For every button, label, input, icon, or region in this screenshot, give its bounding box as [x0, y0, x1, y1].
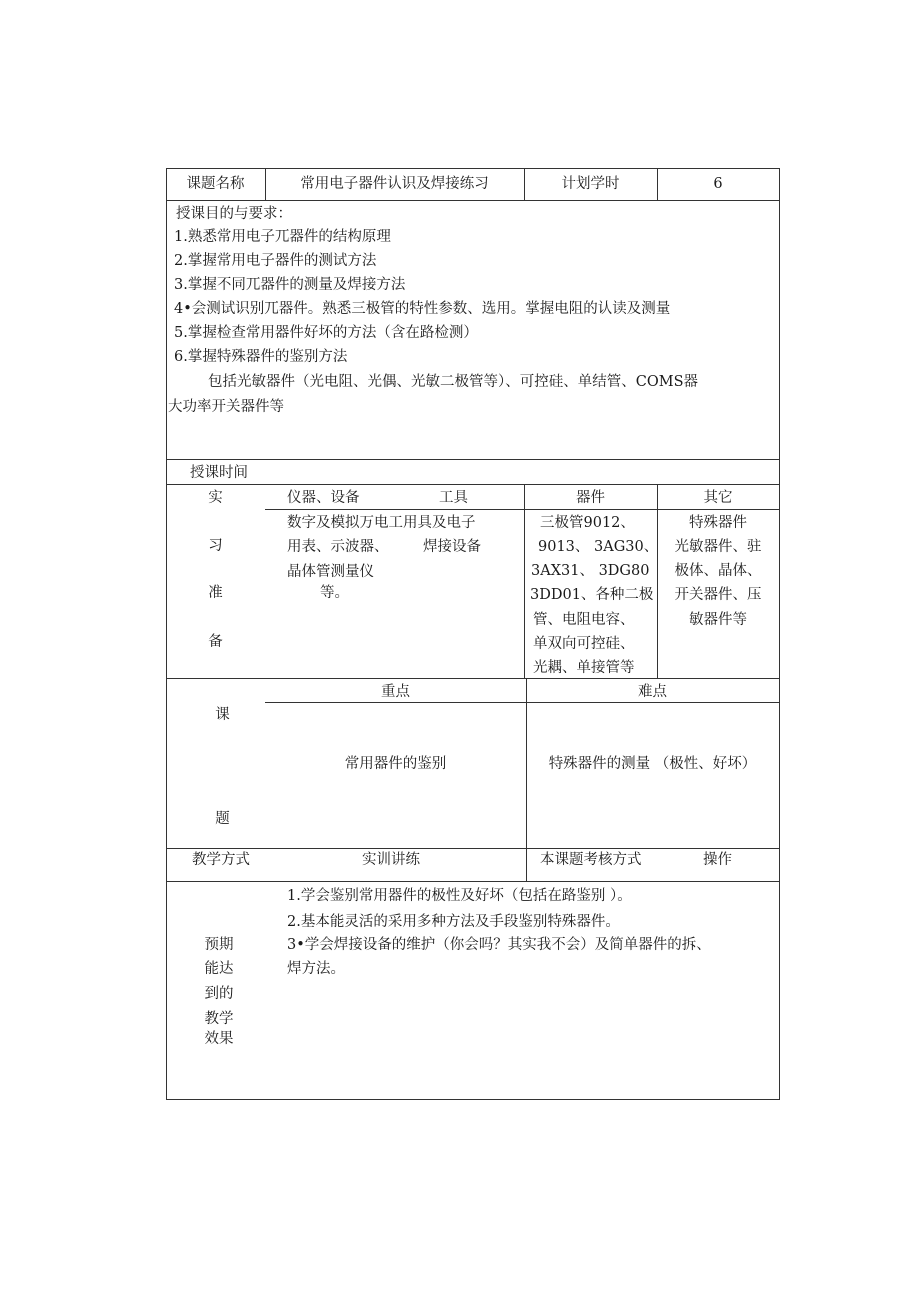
row-divider-prep	[166, 678, 780, 679]
other-line: 极体、晶体、	[674, 563, 762, 579]
planned-hours-label: 计划学时	[561, 176, 620, 192]
components-line: 3AX31、 3DG80	[531, 563, 650, 579]
col-header-tools: 工具	[439, 490, 468, 506]
instruments-line: 用表、示波器、	[287, 539, 389, 555]
row-divider-header	[166, 200, 780, 201]
row-divider-objectives	[166, 459, 780, 460]
row-divider-time	[166, 484, 780, 485]
tools-text: 焊接设备	[423, 539, 481, 555]
instruments-line: 晶体管测量仪	[287, 564, 374, 580]
key-point-text: 常用器件的鉴别	[344, 756, 447, 772]
table-border-bottom	[166, 1099, 780, 1100]
difficulty-label: 难点	[638, 684, 667, 700]
prep-side-char: 备	[208, 634, 223, 650]
instruments-line: 等。	[320, 585, 349, 601]
objective-item: 3.掌握不同兀器件的测量及焊接方法	[174, 277, 406, 293]
prep-side-char: 准	[208, 585, 223, 601]
outcomes-side-line: 到的	[204, 986, 234, 1002]
prep-side-char: 习	[208, 538, 223, 554]
objectives-heading: 授课目的与要求：	[176, 206, 292, 222]
row-divider-topic	[166, 848, 780, 849]
instruments-line: 数字及模拟万电工用具及电子	[287, 515, 476, 531]
row-divider-method	[166, 881, 780, 882]
method-label: 教学方式	[192, 852, 250, 868]
outcomes-side-line: 预期	[204, 937, 234, 953]
difficulty-text: 特殊器件的测量 （极性、好坏）	[548, 756, 757, 772]
outcome-item: 焊方法。	[287, 961, 345, 977]
assessment-label: 本课题考核方式	[540, 852, 642, 868]
course-name-label: 课题名称	[186, 176, 245, 192]
components-line: 3DD01、各种二极	[530, 587, 654, 603]
table-border-top	[166, 168, 780, 169]
table-border-right	[779, 168, 780, 1100]
objective-item: 6.掌握特殊器件的鉴别方法	[174, 349, 348, 365]
prep-side-char: 实	[208, 490, 223, 506]
outcome-item: 3•学会焊接设备的维护（你会吗？其实我不会）及简单器件的拆、	[287, 937, 711, 953]
key-point-label: 重点	[381, 684, 410, 700]
col-header-components: 器件	[576, 490, 605, 506]
objectives-note-line-2: 大功率开关器件等	[168, 399, 284, 415]
col-header-other: 其它	[703, 490, 733, 506]
assessment-value: 操作	[703, 852, 732, 868]
objective-item: 4•会测试识别兀器件。熟悉三极管的特性参数、选用。掌握电阻的认读及测量	[174, 301, 671, 317]
objective-item: 1.熟悉常用电子兀器件的结构原理	[174, 229, 391, 245]
components-line: 单双向可控硅、	[533, 636, 635, 652]
col-header-instruments: 仪器、设备	[287, 490, 360, 506]
components-line: 9013、 3AG30、	[538, 539, 659, 555]
components-line: 光耦、单接管等	[533, 660, 635, 676]
planned-hours-value: 6	[713, 176, 723, 192]
col-divider-topic	[526, 678, 527, 881]
objective-item: 5.掌握检查常用器件好坏的方法（含在路检测）	[174, 325, 478, 341]
outcomes-side-line: 效果	[204, 1031, 234, 1047]
objective-item: 2.掌握常用电子器件的测试方法	[174, 253, 377, 269]
topic-side-char: 题	[215, 811, 230, 827]
components-line: 三极管9012、	[540, 515, 635, 531]
other-line: 特殊器件	[689, 515, 747, 531]
course-name-value: 常用电子器件认识及焊接练习	[300, 176, 489, 192]
other-line: 敏器件等	[689, 612, 747, 628]
other-line: 光敏器件、驻	[674, 539, 762, 555]
outcome-item: 2.基本能灵活的采用多种方法及手段鉴别特殊器件。	[287, 914, 620, 930]
other-line: 开关器件、压	[674, 587, 762, 603]
outcomes-side-line: 能达	[204, 961, 234, 977]
outcomes-side-line: 教学	[204, 1011, 234, 1027]
row-divider-prep-header	[265, 509, 780, 510]
components-line: 管、电阻电容、	[533, 612, 635, 628]
outcome-item: 1.学会鉴别常用器件的极性及好坏（包括在路鉴别 ）。	[287, 888, 632, 904]
col-divider-prep-1	[524, 484, 525, 678]
row-divider-topic-header	[265, 702, 780, 703]
objectives-note-line-1: 包括光敏器件（光电阻、光偶、光敏二极管等）、可控硅、单结管、COMS器	[208, 374, 699, 390]
method-value: 实训讲练	[362, 852, 420, 868]
topic-side-char: 课	[215, 707, 230, 723]
teaching-time-label: 授课时间	[190, 465, 248, 481]
